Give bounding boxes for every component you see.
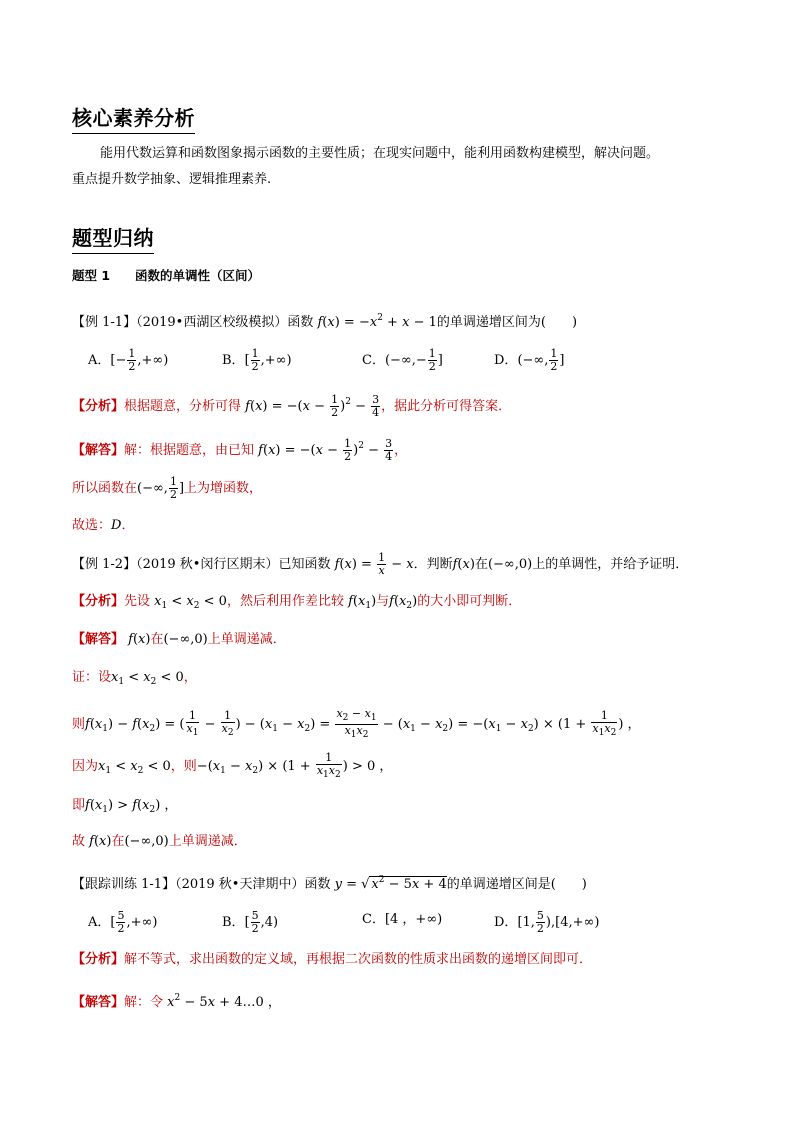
example-1-2-proof-line4: 即$f(x_1) > f(x_2)$ ， bbox=[72, 798, 178, 815]
example-1-1-option-c[interactable]: C．(−∞,− $\frac{1}{2}$ ] bbox=[362, 347, 443, 373]
training-1-1-option-b[interactable]: B．[ $\frac{5}{2}$ ,4) bbox=[222, 909, 279, 935]
example-1-1-solution-line2: 所以函数在(−∞, $\frac{1}{2}$ ]上为增函数， bbox=[72, 475, 263, 501]
example-1-1-option-b[interactable]: B．[ $\frac{1}{2}$ ,+∞) bbox=[222, 347, 292, 373]
example-1-2-proof-line5: 故 f(x)在(−∞,0)上单调递减． bbox=[72, 834, 247, 849]
example-1-1-analysis: 【分析】根据题意，分析可得 f(x) = −(x − $\frac{1}{2}$ )$^2$ − $\frac{3}{4}$ ，据此分析可得答案． bbox=[72, 393, 512, 419]
analysis-tag: 【分析】 bbox=[72, 399, 125, 414]
example-1-2-solution: 【解答】 f(x)在(−∞,0)上单调递减． bbox=[72, 632, 286, 647]
example-question-tail: 的单调递增区间为( ) bbox=[436, 315, 578, 330]
example-1-2-proof-line2: 则$f(x_1) - f(x_2)$ = ( $\frac{1}{x_1}$ − $\frac{1}{x_2}$ ) − $(x_1 - x_2)$ = $\frac{x_2 - x_1}{x_1x_2}$ − $(x_1 - x_2) = -(x_1 - x_2) \times (1$ + $\frac{1}{x_1x_2}$ ) ， bbox=[72, 707, 641, 740]
example-1-2-proof-line1: 证：设$x_1 < x_2 < 0$， bbox=[72, 670, 197, 687]
example-1-1-answer: 故选：D． bbox=[72, 518, 135, 533]
example-1-1-option-d[interactable]: D．(−∞, $\frac{1}{2}$ ] bbox=[494, 347, 565, 373]
example-source: （2019•西湖区校级模拟）函数 bbox=[136, 315, 314, 330]
training-1-1-option-a[interactable]: A．[ $\frac{5}{2}$ ,+∞) bbox=[88, 909, 158, 935]
training-1-1-question: 【跟踪训练 1-1】（2019 秋•天津期中）函数 y = √ $x^2 - 5x + 4$的单调递增区间是( ) bbox=[72, 875, 587, 892]
section-title-core-literacy: 核心素养分析 bbox=[72, 104, 195, 134]
section-title-question-types: 题型归纳 bbox=[72, 224, 154, 254]
example-1-1-question: 【例 1-1】（2019•西湖区校级模拟）函数 $f(x) = -x^2 + x - 1$的单调递增区间为( ) bbox=[72, 313, 578, 330]
training-1-1-option-c[interactable]: C．[4 ，+∞) bbox=[362, 912, 443, 927]
example-1-1-option-a[interactable]: A．[− $\frac{1}{2}$ ,+∞) bbox=[88, 347, 169, 373]
question-type-1-heading: 题型 1 函数的单调性（区间） bbox=[72, 268, 261, 283]
training-1-1-option-d[interactable]: D．[1, $\frac{5}{2}$ ),[4,+∞) bbox=[494, 909, 600, 935]
intro-paragraph-line2: 重点提升数学抽象、逻辑推理素养. bbox=[72, 172, 272, 187]
example-1-1-solution: 【解答】解：根据题意，由已知 f(x) = −(x − $\frac{1}{2}$ )$^2$ − $\frac{3}{4}$ ， bbox=[72, 437, 408, 463]
example-1-2-analysis: 【分析】先设 $x_1 < x_2 < 0$，然后利用作差比较 $f(x_1)$与$f(x_2)$的大小即可判断． bbox=[72, 594, 522, 611]
training-1-1-analysis: 【分析】解不等式，求出函数的定义域，再根据二次函数的性质求出函数的递增区间即可． bbox=[72, 952, 593, 967]
example-1-2-proof-line3: 因为$x_1 < x_2 < 0$，则$-(x_1 - x_2) \times (1$ + $\frac{1}{x_1x_2}$ ) > 0 ， bbox=[72, 751, 393, 780]
training-1-1-solution: 【解答】解：令 $x^2 - 5x$ + 4…0 ， bbox=[72, 993, 281, 1010]
example-tag: 【例 1-1】 bbox=[72, 315, 137, 330]
example-1-2-question: 【例 1-2】（2019 秋•闵行区期末）已知函数 f(x) = $\frac{1}{x}$ − x．判断f(x)在(−∞,0)上的单调性，并给予证明． bbox=[72, 551, 689, 577]
intro-paragraph-line1: 能用代数运算和函数图象揭示函数的主要性质；在现实问题中，能利用函数构建模型，解决问题。 bbox=[100, 146, 660, 161]
solution-tag: 【解答】 bbox=[72, 443, 125, 458]
